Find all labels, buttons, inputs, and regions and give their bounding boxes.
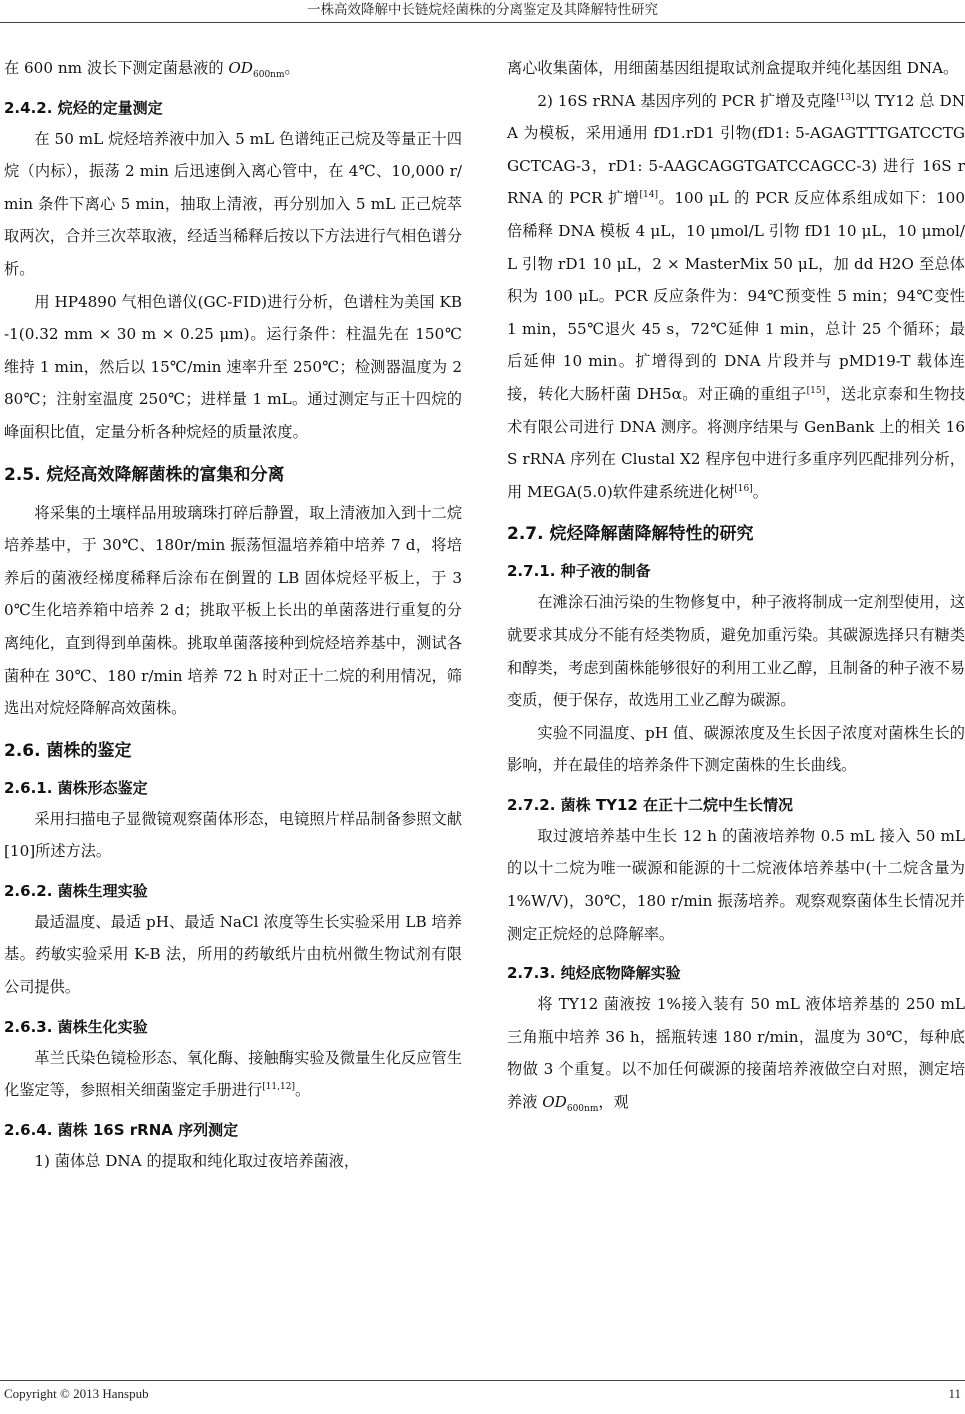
right-column [507,52,965,1119]
footer-rule [0,1380,965,1381]
running-title: 一株高效降解中长链烷烃菌株的分离鉴定及其降解特性研究 [307,2,658,18]
copyright-text: Copyright © 2013 Hanspub [4,1386,149,1401]
paragraph-2-6-2: 最适温度、最适 pH、最适 NaCl 浓度等生长实验采用 LB 培养基。药敏实验采用 K-B 法，所用的药敏纸片由杭州微生物试剂有限公司提供。 [4,912,462,997]
paragraph-od-measure: 在 600 nm 波长下测定菌悬液的 $OD_{600nm}$。 [4,59,300,81]
page-footer [4,1386,961,1402]
heading-2-7-3: 2.7.3. 纯烃底物降解实验 [507,964,681,983]
paragraph-2-4-2-gc: 用 HP4890 气相色谱仪(GC-FID)进行分析，色谱柱为美国 KB-1(0.32 mm × 30 m × 0.25 μm)。运行条件：柱温先在 150℃维持 1 min，然后以 15℃/min 速率升至 250℃；检测器温度为 280℃；注射室温度 250℃；进样量 1 mL。通过测定与正十四烷的峰面积比值，定量分析各种烷烃的质量浓度。 [4,292,462,441]
heading-2-6-4: 2.6.4. 菌株 16S rRNA 序列测定 [4,1120,239,1139]
citation-14: [14] [639,190,659,201]
paragraph-2-4-2-extraction: 在 50 mL 烷烃培养液中加入 5 mL 色谱纯正己烷及等量正十四烷（内标），振荡 2 min 后迅速倒入离心管中，在 4℃、10,000 r/min 条件下离心 5 min，抽取上清液，再分别加入 5 mL 正己烷萃取两次，合并三次萃取液，经适当稀释后按以下方法进行气相色谱分析。 [4,129,462,278]
heading-2-5: 2.5. 烷烃高效降解菌株的富集和分离 [4,464,285,485]
heading-2-6-3: 2.6.3. 菌株生化实验 [4,1017,148,1036]
paragraph-2-7-1-b: 实验不同温度、pH 值、碳源浓度及生长因子浓度对菌株生长的影响，并在最佳的培养条件下测定菌株的生长曲线。 [507,723,965,775]
heading-2-6-1: 2.6.1. 菌株形态鉴定 [4,778,148,797]
paragraph-dna-extraction-cont: 离心收集菌体，用细菌基因组提取试剂盒提取并纯化基因组 DNA。 [507,59,959,77]
paragraph-2-6-1: 采用扫描电子显微镜观察菌体形态，电镜照片样品制备参照文献[10]所述方法。 [4,809,462,861]
heading-2-6-2: 2.6.2. 菌株生理实验 [4,881,148,900]
paragraph-pcr: 2) 16S rRNA 基因序列的 PCR 扩增及克隆[13]以 TY12 总 DNA 为模板，采用通用 fD1.rD1 引物(fD1: 5-AGAGTTTGATCCTGGCTCAG-3，rD1: 5-AAGCAGGTGATCCAGCC-3) 进行 16S rRNA 的 PCR 扩增[14]。100 μL 的 PCR 反应体系组成如下：100 倍稀释 DNA 模板 4 μL，10 μmol/L 引物 fD1 10 μL，10 μmol/L 引物 rD1 10 μL，2 × MasterMix 50 μL，加 dd H2O 至总体积为 100 μL。PCR 反应条件为：94℃预变性 5 min；94℃变性 1 min，55℃退火 45 s，72℃延伸 1 min，总计 25 个循环；最后延伸 10 min。扩增得到的 DNA 片段并与 pMD19-T 载体连接，转化大肠杆菌 DH5α。对正确的重组子[15]，送北京泰和生物技术有限公司进行 DNA 测序。将测序结果与 GenBank 上的相关 16S rRNA 序列在 Clustal X2 程序包中进行多重序列匹配排列分析，用 MEGA(5.0)软件建系统进化树[16]。 [507,91,965,501]
citation-15: [15] [806,385,826,396]
citation-16: [16] [734,483,753,494]
heading-2-6: 2.6. 菌株的鉴定 [4,740,132,761]
paragraph-2-5: 将采集的土壤样品用玻璃珠打碎后静置，取上清液加入到十二烷培养基中，于 30℃、180r/min 振荡恒温培养箱中培养 7 d，将培养后的菌液经梯度稀释后涂布在倒置的 LB 固体烷烃平板上，于 30℃生化培养箱中培养 2 d；挑取平板上长出的单菌落进行重复的分离纯化，直到得到单菌株。挑取单菌落接种到烷烃培养基中，测试各菌种在 30℃、180 r/min 培养 72 h 时对正十二烷的利用情况，筛选出对烷烃降解高效菌株。 [4,503,462,718]
page-number: 11 [948,1386,961,1401]
paragraph-2-7-2: 取过渡培养基中生长 12 h 的菌液培养物 0.5 mL 接入 50 mL 的以十二烷为唯一碳源和能源的十二烷液体培养基中(十二烷含量为 1%W/V)，30℃，180 r/min 振荡培养。观察观察菌体生长情况并测定正烷烃的总降解率。 [507,826,965,943]
paragraph-2-7-1-a: 在滩涂石油污染的生物修复中，种子液将制成一定剂型使用，这就要求其成分不能有烃类物质，避免加重污染。其碳源选择只有糖类和醇类，考虑到菌株能够很好的利用工业乙醇，且制备的种子液不易变质，便于保存，故选用工业乙醇为碳源。 [507,593,965,710]
paragraph-2-7-3: 将 TY12 菌液按 1%接入装有 50 mL 液体培养基的 250 mL 三角瓶中培养 36 h，摇瓶转速 180 r/min，温度为 30℃，每种底物做 3 个重复。以不加任何碳源的接菌培养液做空白对照，测定培养液 $OD_{600nm}$，观 [507,995,965,1115]
paragraph-2-6-4-step1: 1) 菌体总 DNA 的提取和纯化取过夜培养菌液， [34,1151,360,1170]
heading-2-7-1: 2.7.1. 种子液的制备 [507,562,651,581]
left-column [4,52,462,1177]
heading-2-4-2: 2.4.2. 烷烃的定量测定 [4,98,163,117]
paragraph-2-6-3: 革兰氏染色镜检形态、氧化酶、接触酶实验及微量生化反应管生化鉴定等，参照相关细菌鉴定手册进行[11,12]。 [4,1048,462,1100]
heading-2-7-2: 2.7.2. 菌株 TY12 在正十二烷中生长情况 [507,795,794,814]
citation-13: [13] [836,92,855,103]
running-header [0,0,965,23]
citation-11-12: [11,12] [262,1082,295,1093]
heading-2-7: 2.7. 烷烃降解菌降解特性的研究 [507,524,754,545]
